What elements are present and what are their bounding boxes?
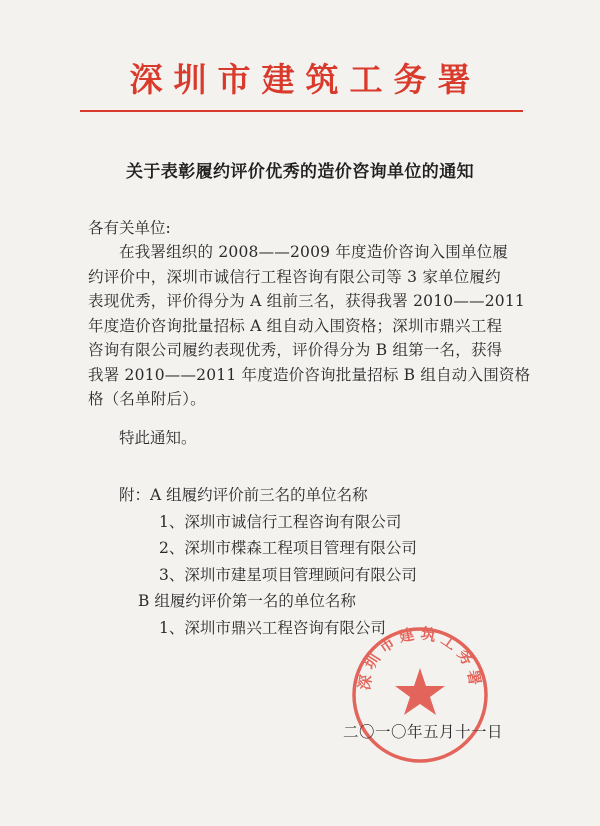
salutation: 各有关单位: — [88, 219, 171, 237]
closing-remark: 特此通知。 — [119, 429, 197, 447]
body-line: 格（名单附后）。 — [88, 390, 206, 408]
attachment-list — [119, 482, 417, 641]
body-line: 咨询有限公司履约表现优秀，评价得分为 B 组第一名，获得 — [88, 341, 503, 359]
group-b-heading: B 组履约评价第一名的单位名称 — [138, 592, 356, 610]
letterhead-red-rule — [80, 110, 523, 112]
body-line: 我署 2010——2011 年度造价咨询批量招标 B 组自动入围资格 — [88, 365, 531, 384]
body-line: 年度造价咨询批量招标 A 组自动入围资格；深圳市鼎兴工程 — [88, 316, 503, 335]
group-a-item: 1、深圳市诚信行工程咨询有限公司 — [159, 512, 402, 531]
body-line: 约评价中，深圳市诚信行工程咨询有限公司等 3 家单位履约 — [88, 267, 501, 286]
group-a-heading: 附：A 组履约评价前三名的单位名称 — [119, 486, 368, 504]
issue-date: 二〇一〇年五月十一日 — [343, 723, 504, 741]
svg-text:深圳市建筑工务署: 深圳市建筑工务署 — [355, 624, 485, 692]
body-line: 在我署组织的 2008——2009 年度造价咨询入围单位履 — [119, 243, 509, 261]
letterhead-org-name: 深圳市建筑工务署 — [129, 60, 482, 99]
group-b-item: 1、深圳市鼎兴工程咨询有限公司 — [159, 618, 386, 637]
group-a-item: 3、深圳市建星项目管理顾问有限公司 — [159, 565, 417, 584]
group-a-item: 2、深圳市楪森工程项目管理有限公司 — [159, 539, 417, 557]
notice-body — [88, 240, 531, 412]
body-line: 表现优秀，评价得分为 A 组前三名，获得我署 2010——2011 — [88, 292, 525, 310]
official-seal-icon — [345, 620, 495, 770]
notice-title: 关于表彰履约评价优秀的造价咨询单位的通知 — [126, 162, 474, 182]
